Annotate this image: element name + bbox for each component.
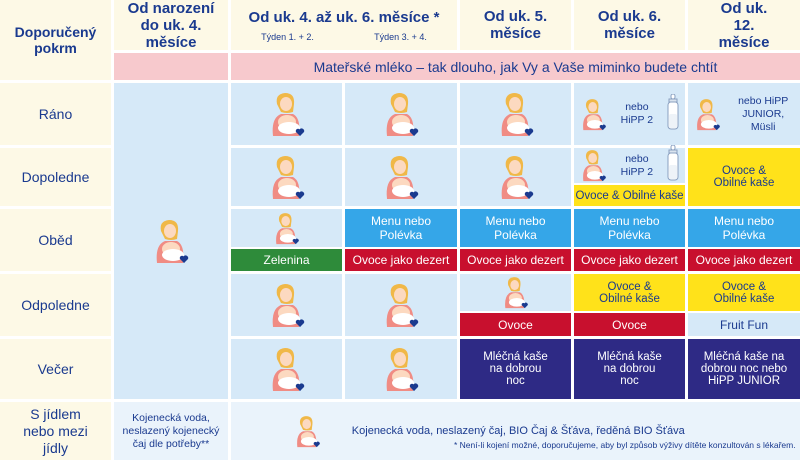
newborn-feeding-cell bbox=[114, 83, 228, 399]
row-label-obed bbox=[0, 209, 111, 271]
obed-month12-menu bbox=[688, 209, 800, 247]
breastfeeding-mother-icon bbox=[496, 153, 536, 201]
breastfeeding-mother-icon bbox=[151, 217, 191, 265]
obed-month12-dezert-text: Ovoce jako dezert bbox=[695, 253, 793, 267]
obed-month5-menu-text: Menu nebo Polévka bbox=[485, 214, 546, 242]
obed-month5-menu bbox=[460, 209, 571, 247]
breastfeeding-mother-icon bbox=[579, 148, 608, 183]
breastfeeding-mother-icon bbox=[693, 97, 722, 132]
baby-bottle-icon bbox=[666, 145, 680, 186]
breastfeeding-mother-icon bbox=[267, 281, 307, 329]
obed-month5-dezert bbox=[460, 249, 571, 271]
breastfeeding-mother-icon bbox=[381, 90, 421, 138]
odp-month12-top-text: Ovoce & Obilné kaše bbox=[713, 280, 775, 305]
odp-month6-ovoce-text: Ovoce bbox=[612, 317, 647, 332]
header-label-text: Doporučený pokrm bbox=[14, 24, 97, 56]
odp-month5-top bbox=[460, 274, 571, 311]
obed-month6-menu bbox=[574, 209, 685, 247]
breastfeeding-mother-icon bbox=[496, 153, 536, 201]
dop-month5-cell bbox=[460, 148, 571, 206]
breastfeeding-mother-icon bbox=[267, 281, 307, 329]
odp-month12-fruitfun bbox=[688, 313, 800, 336]
dop-week34-cell bbox=[345, 148, 457, 206]
rano-month12-cell bbox=[688, 83, 800, 145]
breastfeeding-mother-icon bbox=[381, 281, 421, 329]
row-label-odpoledne bbox=[0, 274, 111, 336]
row-label-rano bbox=[0, 83, 111, 145]
breastfeeding-mother-icon bbox=[381, 345, 421, 393]
odp-month12-top bbox=[688, 274, 800, 311]
breastfeeding-mother-icon bbox=[496, 90, 536, 138]
week-3-4-label: Týden 3. + 4. bbox=[374, 31, 427, 42]
breastfeeding-mother-icon bbox=[501, 275, 530, 310]
vecer-month5-text: Mléčná kaše na dobrou noc bbox=[483, 351, 548, 387]
row-label-obed-text: Oběd bbox=[38, 232, 73, 248]
breastfeeding-mother-icon bbox=[579, 148, 608, 183]
breastfeeding-mother-icon bbox=[267, 90, 307, 138]
obed-month6-dezert bbox=[574, 249, 685, 271]
breastfeeding-mother-icon bbox=[579, 97, 608, 132]
dop-month6-bottom-text: Ovoce & Obilné kaše bbox=[575, 189, 684, 202]
row-label-dopoledne bbox=[0, 148, 111, 206]
obed-week34-menu-text: Menu nebo Polévka bbox=[370, 214, 432, 242]
obed-month12-menu-text: Menu nebo Polévka bbox=[713, 214, 775, 242]
obed-week34-dezert-text: Ovoce jako dezert bbox=[352, 253, 450, 267]
vecer-month6-text: Mléčná kaše na dobrou noc bbox=[597, 351, 662, 387]
obed-week34-dezert bbox=[345, 249, 457, 271]
header-col-5-text: Od uk. 5. měsíce bbox=[483, 8, 548, 42]
breastfeeding-mother-icon bbox=[267, 153, 307, 201]
dop-month6-text: nebo HiPP 2 bbox=[620, 152, 654, 178]
breastfeeding-mother-icon bbox=[381, 345, 421, 393]
footnote bbox=[454, 440, 796, 450]
odp-month12-fruitfun-text: Fruit Fun bbox=[719, 317, 768, 332]
odp-month6-top bbox=[574, 274, 685, 311]
breastfeeding-mother-icon bbox=[381, 153, 421, 201]
banner-text: Mateřské mléko – tak dlouho, jak Vy a Vaše miminko budete chtít bbox=[313, 58, 718, 75]
breastfeeding-mother-icon bbox=[501, 275, 530, 310]
mezi-wide-text: Kojenecká voda, neslazený čaj, BIO Čaj & Šťáva, ředěná BIO Šťáva bbox=[351, 424, 685, 437]
obed-week34-menu bbox=[345, 209, 457, 247]
odp-week34-cell bbox=[345, 274, 457, 336]
breastfeeding-mother-icon bbox=[151, 217, 191, 265]
breastfeeding-mother-icon bbox=[381, 153, 421, 201]
breast-milk-banner bbox=[114, 53, 228, 80]
rano-month5-cell bbox=[460, 83, 571, 145]
breastfeeding-mother-icon bbox=[293, 414, 322, 449]
row-label-rano-text: Ráno bbox=[38, 106, 73, 122]
obed-zelenina bbox=[231, 249, 342, 271]
breastfeeding-mother-icon bbox=[267, 345, 307, 393]
row-label-mezi bbox=[0, 402, 111, 460]
row-label-mezi-text: S jídlem nebo mezi jídly bbox=[23, 405, 88, 456]
header-col-12-text: Od uk. 12. měsíce bbox=[718, 0, 770, 51]
breastfeeding-mother-icon bbox=[267, 90, 307, 138]
obed-zelenina-text: Zelenina bbox=[263, 253, 310, 267]
rano-week12-cell bbox=[231, 83, 342, 145]
breastfeeding-mother-icon bbox=[496, 90, 536, 138]
breastfeeding-mother-icon bbox=[381, 90, 421, 138]
breastfeeding-mother-icon bbox=[693, 97, 722, 132]
dop-month6-bottom bbox=[574, 185, 685, 206]
breastfeeding-mother-icon bbox=[272, 211, 301, 246]
vecer-month12-cell bbox=[688, 339, 800, 399]
mezi-wide-cell bbox=[231, 402, 800, 460]
obed-month6-dezert-text: Ovoce jako dezert bbox=[581, 253, 678, 267]
row-label-vecer bbox=[0, 339, 111, 399]
header-label bbox=[0, 0, 111, 80]
obed-month5-dezert-text: Ovoce jako dezert bbox=[467, 253, 564, 267]
odp-month5-ovoce bbox=[460, 313, 571, 336]
obed-month12-dezert bbox=[688, 249, 800, 271]
rano-month12-text: nebo HiPP JUNIOR, Müsli bbox=[738, 94, 789, 133]
rano-week34-cell bbox=[345, 83, 457, 145]
row-label-odpoledne-text: Odpoledne bbox=[21, 297, 90, 313]
header-col-12 bbox=[688, 0, 800, 50]
rano-month6-text: nebo HiPP 2 bbox=[620, 101, 654, 126]
footnote-text: * Není-li kojení možné, doporučujeme, aby byl způsob výživy dítěte konzultován s lékařem. bbox=[454, 440, 796, 450]
row-label-vecer-text: Večer bbox=[37, 361, 74, 377]
header-col-4-6-text: Od uk. 4. až uk. 6. měsíce * bbox=[248, 8, 440, 26]
vecer-week34-cell bbox=[345, 339, 457, 399]
week-1-2-label: Týden 1. + 2. bbox=[261, 31, 314, 42]
odp-week12-cell bbox=[231, 274, 342, 336]
dop-month12-text: Ovoce & Obilné kaše bbox=[713, 165, 775, 189]
breastfeeding-mother-icon bbox=[272, 211, 301, 246]
rano-month6-cell bbox=[574, 83, 685, 145]
breastfeeding-mother-icon bbox=[381, 281, 421, 329]
header-col-5 bbox=[460, 0, 571, 50]
odp-month6-ovoce bbox=[574, 313, 685, 336]
vecer-month5-cell bbox=[460, 339, 571, 399]
breastfeeding-mother-icon bbox=[579, 97, 608, 132]
mezi-newborn-cell bbox=[114, 402, 228, 460]
header-col-newborn-text: Od narození do uk. 4. měsíce bbox=[127, 0, 215, 51]
obed-month6-menu-text: Menu nebo Polévka bbox=[599, 214, 660, 242]
dop-month12-cell bbox=[688, 148, 800, 206]
odp-month6-top-text: Ovoce & Obilné kaše bbox=[599, 280, 660, 305]
row-label-dopoledne-text: Dopoledne bbox=[21, 169, 90, 185]
breastfeeding-mother-icon bbox=[293, 414, 322, 449]
breastfeeding-mother-icon bbox=[267, 153, 307, 201]
vecer-month6-cell bbox=[574, 339, 685, 399]
vecer-month12-text: Mléčná kaše na dobrou noc nebo HiPP JUNIOR bbox=[700, 351, 788, 387]
dop-month6-top bbox=[574, 148, 685, 183]
dop-week12-cell bbox=[231, 148, 342, 206]
header-col-newborn bbox=[114, 0, 228, 50]
header-col-6-text: Od uk. 6. měsíce bbox=[597, 8, 662, 42]
header-col-6 bbox=[574, 0, 685, 50]
odp-month5-ovoce-text: Ovoce bbox=[498, 317, 533, 332]
header-col-4-6 bbox=[231, 0, 457, 50]
mezi-newborn-text: Kojenecká voda, neslazený kojenecký čaj dle potřeby** bbox=[122, 411, 220, 450]
vecer-week12-cell bbox=[231, 339, 342, 399]
breastfeeding-mother-icon bbox=[267, 345, 307, 393]
breast-milk-banner-text bbox=[231, 53, 800, 80]
obed-week12-top bbox=[231, 209, 342, 247]
baby-bottle-icon bbox=[666, 94, 680, 135]
